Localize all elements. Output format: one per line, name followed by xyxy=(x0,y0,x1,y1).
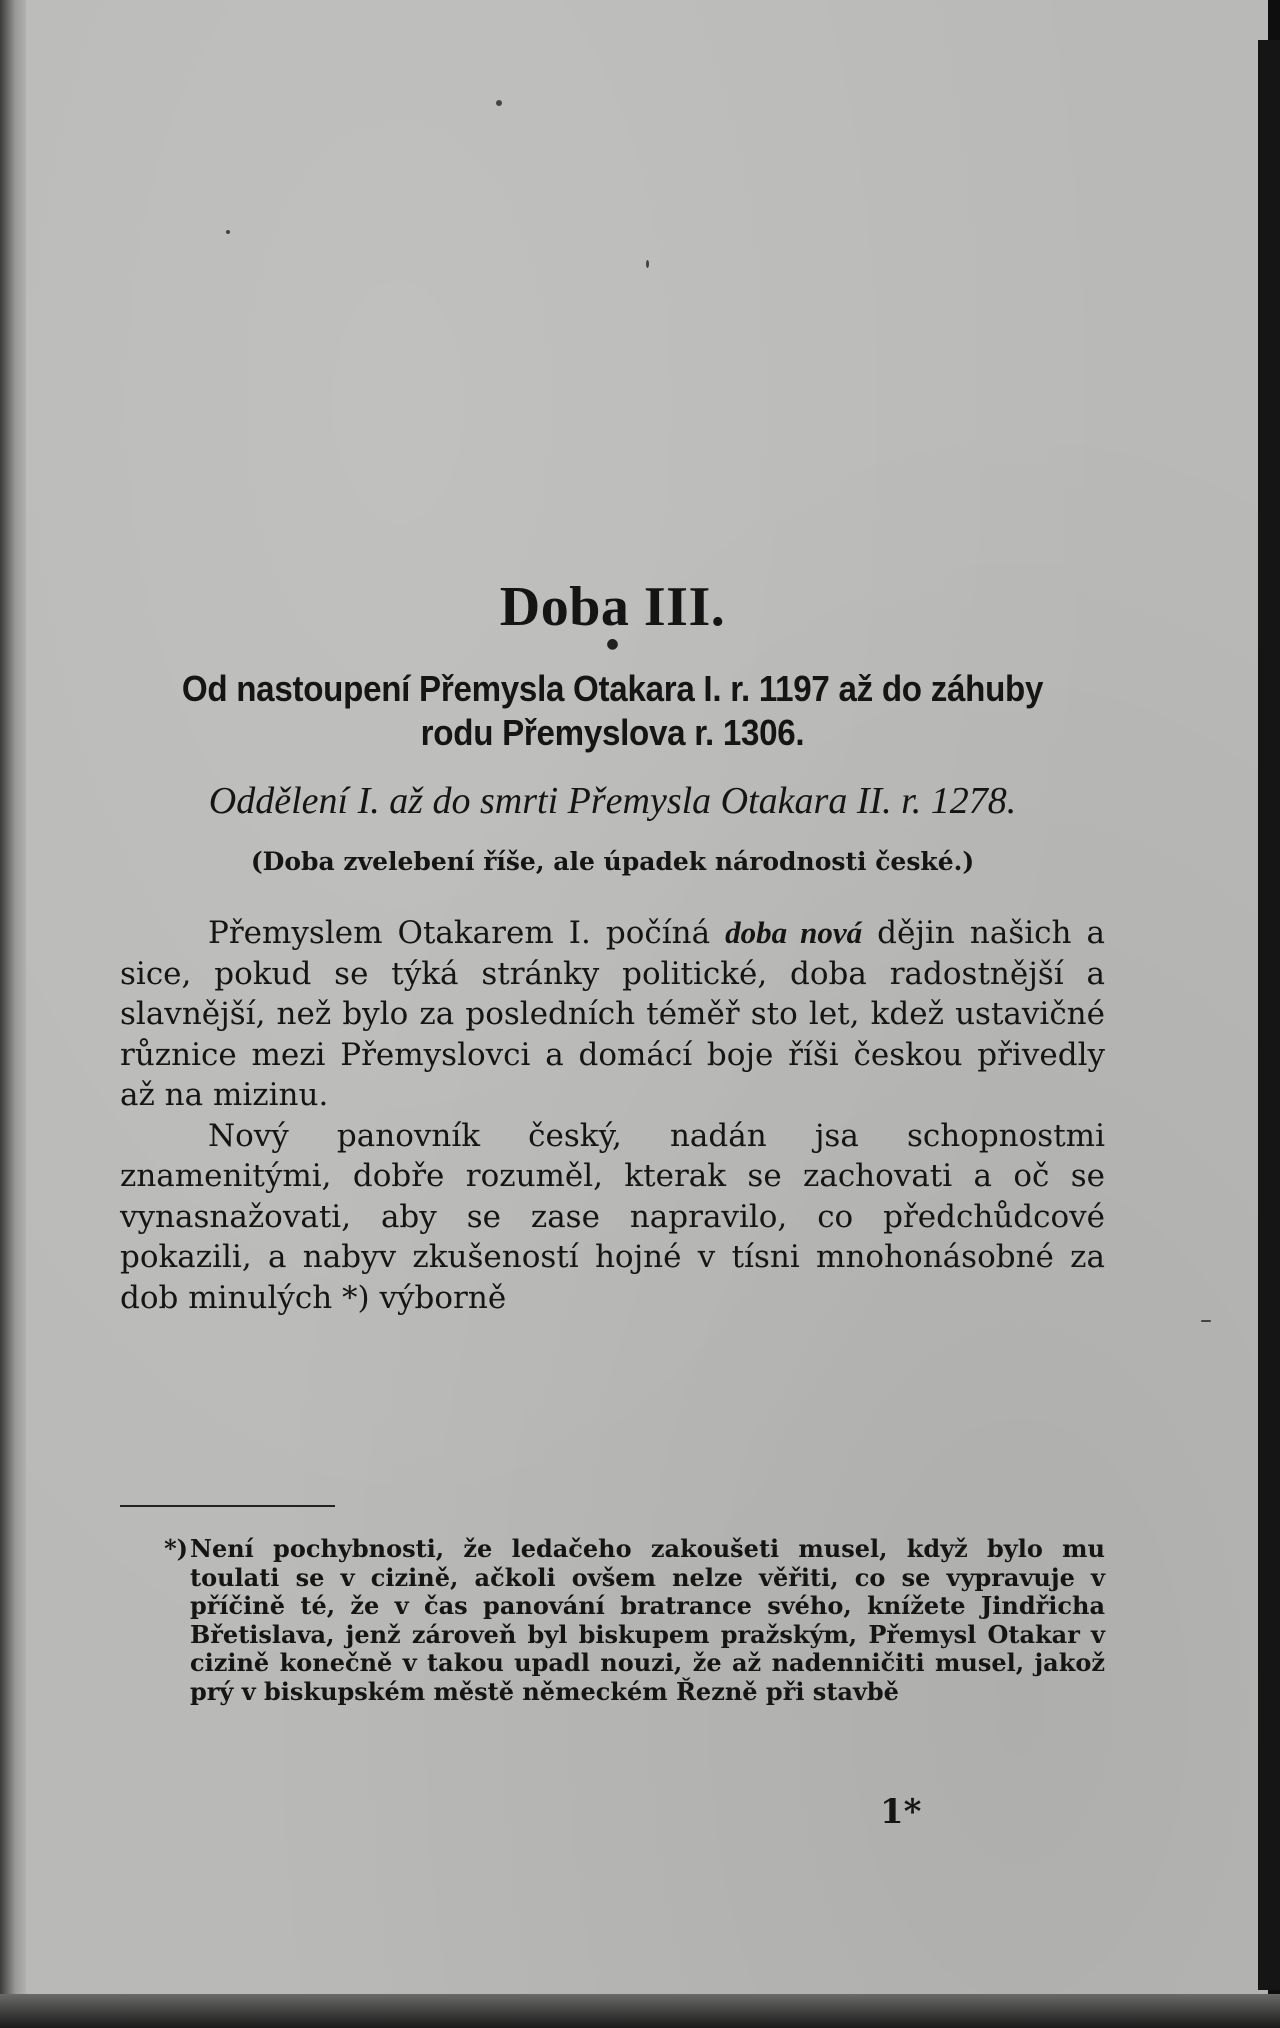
footnote-text: Není pochybnosti, že ledačeho zakoušeti musel, když bylo mu toulati se v cizině, ačkoli ovšem nelze věřiti, co se vypravuje v příčině té, že v čas panování bratrance svého, knížete Jindřicha Břetislava, jenž zároveň byl biskupem pražským, Přemysl Otakar v cizině konečně v takou upadl nouzi, že až nadenničiti musel, jakož prý v biskupském městě německém Řezně při stavbě xyxy=(190,1534,1105,1706)
section-heading: Oddělení I. až do smrti Přemysla Otakara II. r. 1278. xyxy=(208,780,1017,822)
chapter-title: Doba III. xyxy=(499,576,726,638)
page-content xyxy=(120,575,1105,1318)
chapter-subtitle: Od nastoupení Přemysla Otakara I. r. 1197 až do záhuby rodu Přemyslova r. 1306. xyxy=(181,668,1044,753)
ink-speck xyxy=(1201,1320,1211,1322)
page-edge-shadow xyxy=(1258,40,1280,1990)
signature-mark: 1* xyxy=(880,1792,922,1832)
paragraph-1-rest: dějin našich a sice, pokud se týká stránky politické, doba radostnější a slavnější, než bylo za posledních téměř sto let, kdež ustavičné různice mezi Přemyslovci a domácí boje říši českou přivedly až na mizinu. xyxy=(120,915,1105,1113)
ink-speck xyxy=(226,230,230,234)
footnote-body xyxy=(120,1535,1105,1706)
page-bottom-shadow xyxy=(0,1994,1280,2028)
paragraph-1 xyxy=(120,913,1105,1116)
book-binding-edge xyxy=(0,0,26,2028)
footnote xyxy=(120,1535,1105,1706)
section-parenthetical: (Doba zvelebení říše, ale úpadek národnosti české.) xyxy=(250,847,975,876)
ink-speck xyxy=(496,100,502,106)
paragraph-1-start: Přemyslem Otakarem I. počíná xyxy=(208,915,726,951)
paragraph-1-emphasis: doba nová xyxy=(725,915,863,950)
ink-speck xyxy=(646,260,649,268)
footnote-divider xyxy=(120,1505,335,1507)
footnote-mark: *) xyxy=(164,1534,188,1563)
paragraph-2: Nový panovník český, nadán jsa schopnostmi znamenitými, dobře rozuměl, kterak se zachovati a oč se vynasnažovati, aby se zase napravilo, co předchůdcové pokazili, a nabyv zkušeností hojné v tísni mnohonásobné za dob minulých *) výborně xyxy=(120,1117,1105,1316)
body-text xyxy=(120,913,1105,1318)
title-ornament-icon: ● xyxy=(606,636,619,652)
